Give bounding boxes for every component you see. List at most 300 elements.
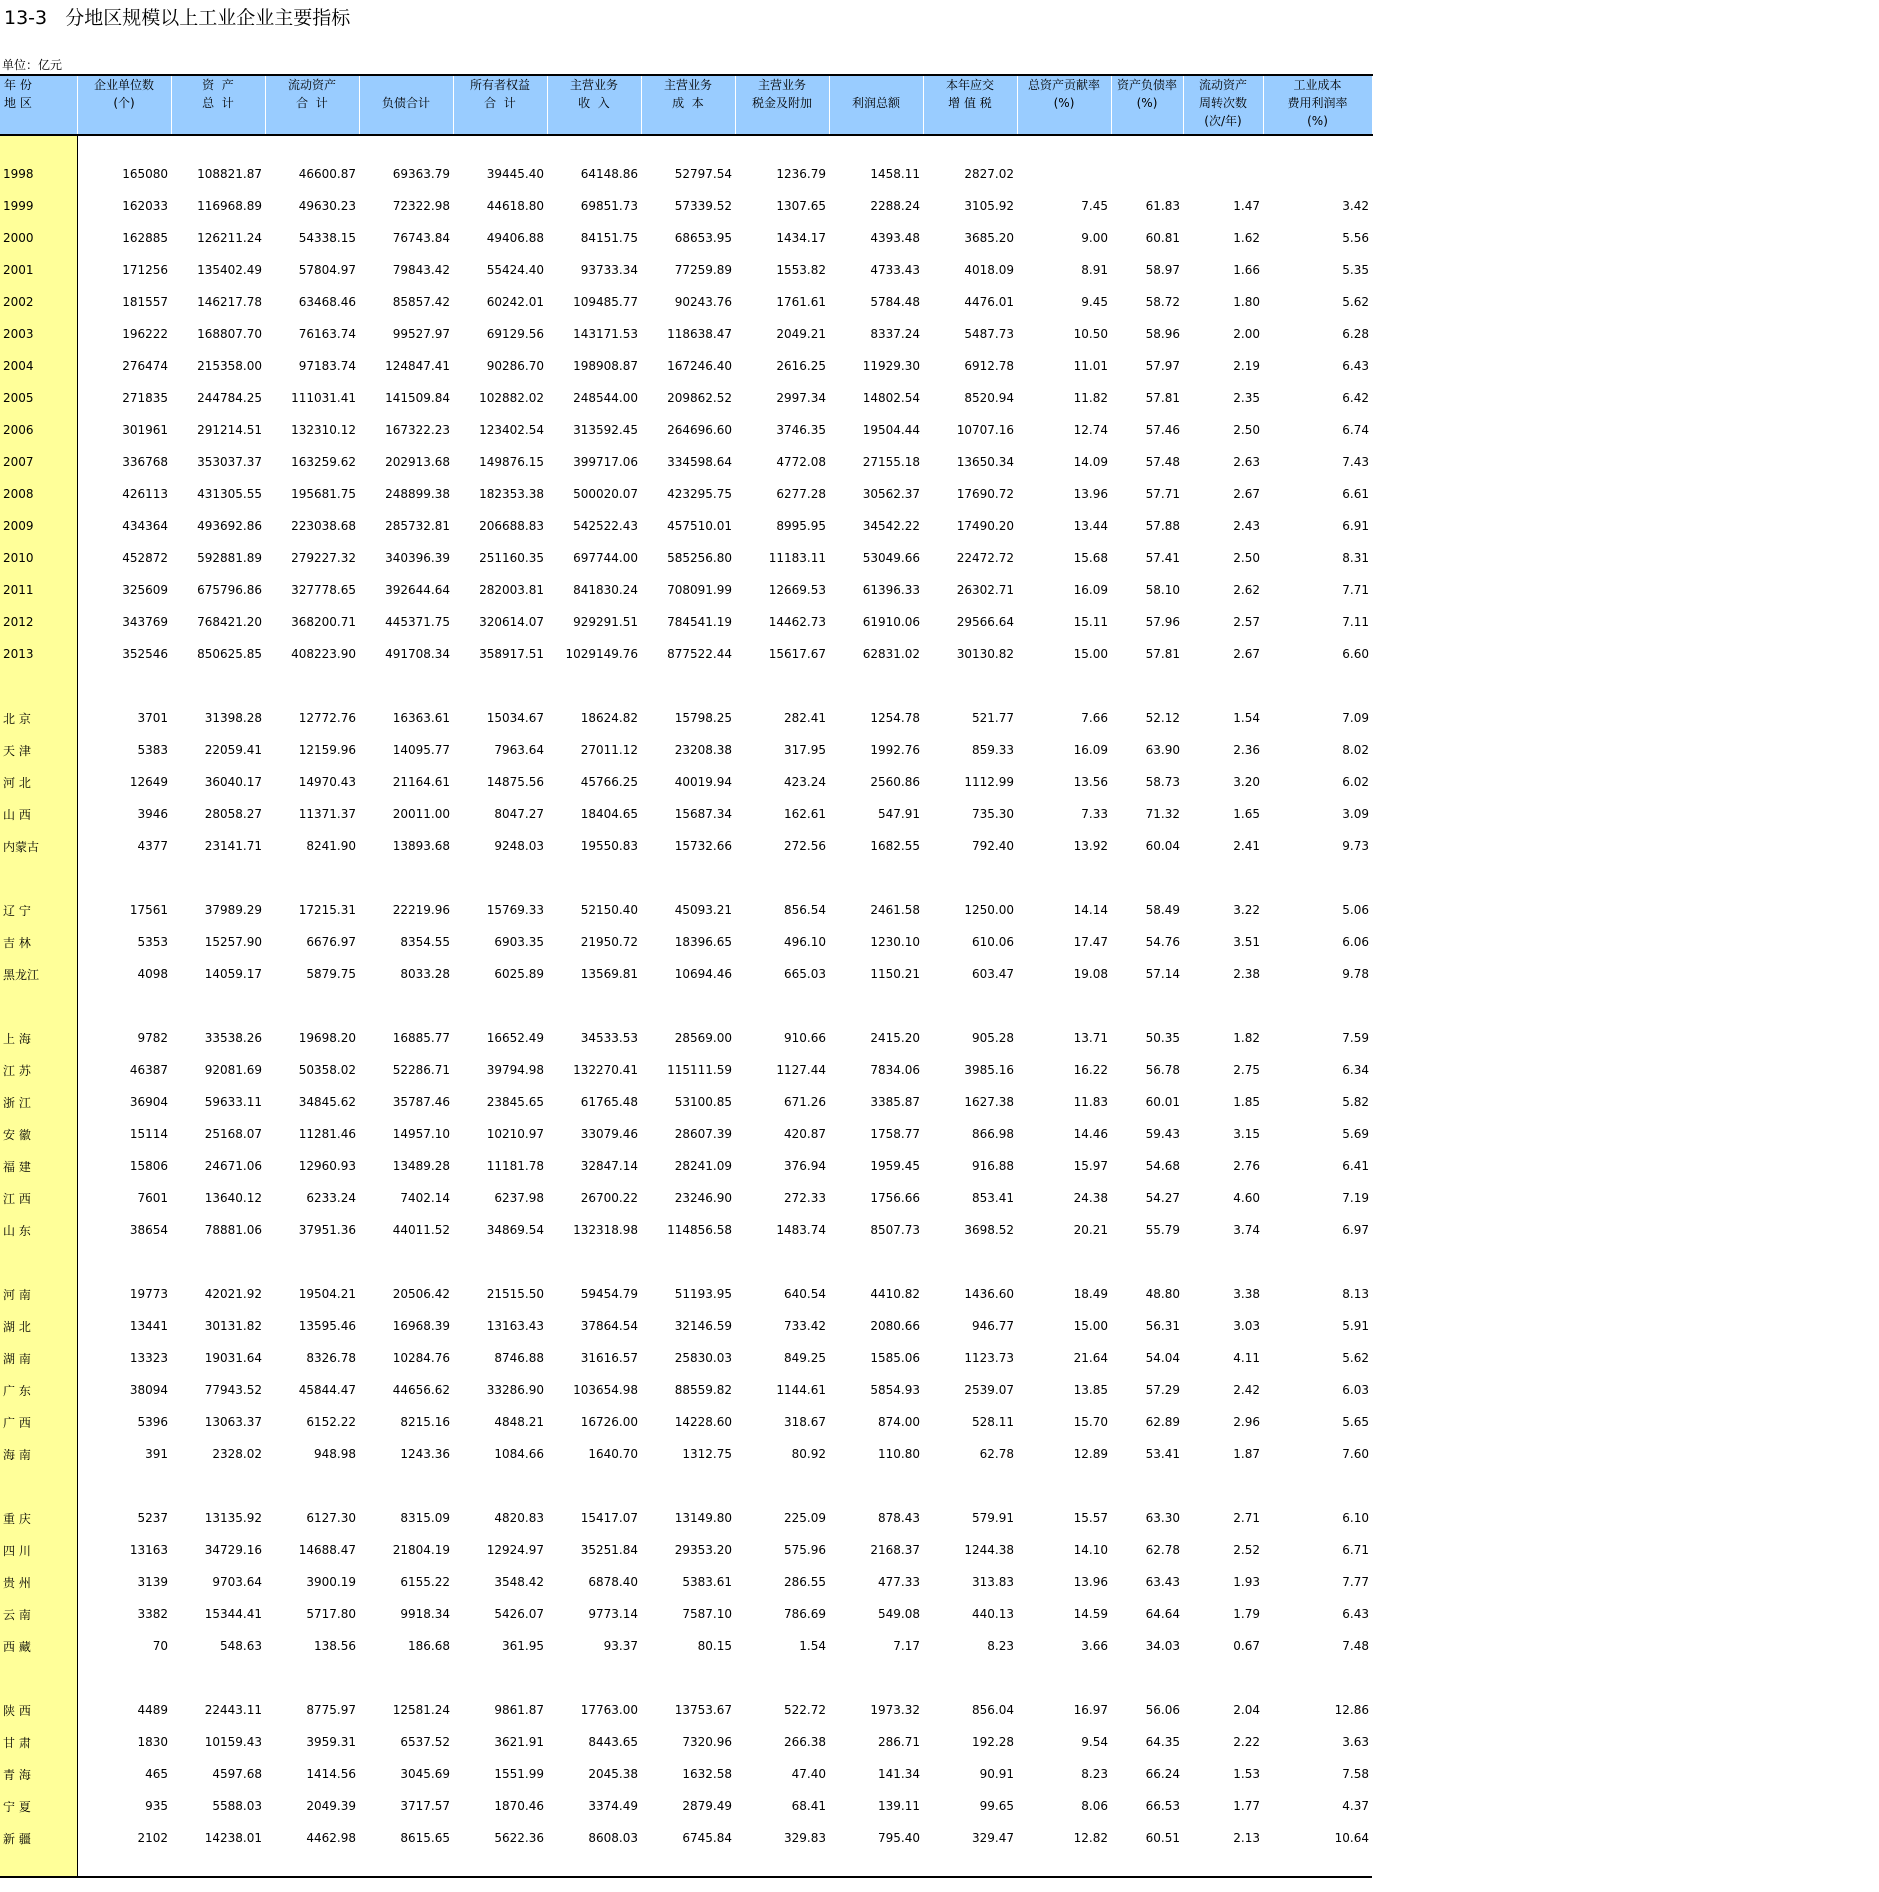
table-cell: 64.64 (1145, 1607, 1180, 1621)
row-label: 云 南 (0, 1598, 77, 1630)
table-cell: 44618.80 (486, 199, 544, 213)
row-label: 2010 (0, 542, 77, 574)
table-cell: 2288.24 (870, 199, 920, 213)
data-sheet (0, 74, 1373, 1878)
table-cell: 6.61 (1342, 487, 1369, 501)
table-cell: 46600.87 (298, 167, 356, 181)
row-label: 吉 林 (0, 926, 77, 958)
table-cell: 162033 (122, 199, 168, 213)
table-cell: 62.89 (1145, 1415, 1180, 1429)
row-label: 1999 (0, 190, 77, 222)
table-cell: 28569.00 (674, 1031, 732, 1045)
table-cell: 22443.11 (204, 1703, 262, 1717)
table-cell: 93.37 (603, 1639, 638, 1653)
table-cell: 116968.89 (197, 199, 262, 213)
table-cell: 874.00 (878, 1415, 920, 1429)
table-cell: 8354.55 (400, 935, 450, 949)
table-cell: 1640.70 (588, 1447, 638, 1461)
page-title: 13-3 分地区规模以上工业企业主要指标 (4, 7, 351, 29)
table-cell: 272.56 (784, 839, 826, 853)
table-cell: 325609 (122, 583, 168, 597)
table-cell: 15769.33 (486, 903, 544, 917)
table-cell: 109485.77 (573, 295, 638, 309)
table-cell: 2049.39 (306, 1799, 356, 1813)
table-cell: 111031.41 (291, 391, 356, 405)
table-row (0, 1374, 1372, 1406)
column-header: 流动资产 周转次数 (次/年) (1183, 75, 1263, 135)
row-label: 安 徽 (0, 1118, 77, 1150)
table-cell: 11371.37 (298, 807, 356, 821)
table-cell: 2.63 (1233, 455, 1260, 469)
table-cell: 149876.15 (479, 455, 544, 469)
table-cell: 2.41 (1233, 839, 1260, 853)
table-cell: 445371.75 (385, 615, 450, 629)
table-cell: 85857.42 (392, 295, 450, 309)
table-cell: 465 (145, 1767, 168, 1781)
table-cell: 9.78 (1342, 967, 1369, 981)
table-cell: 141509.84 (385, 391, 450, 405)
table-row (0, 1182, 1372, 1214)
table-cell: 4848.21 (494, 1415, 544, 1429)
table-cell: 35251.84 (580, 1543, 638, 1557)
table-cell: 31616.57 (580, 1351, 638, 1365)
table-cell: 1.85 (1233, 1095, 1260, 1109)
table-cell: 53.41 (1145, 1447, 1180, 1461)
table-cell: 25830.03 (674, 1351, 732, 1365)
table-cell: 1307.65 (776, 199, 826, 213)
table-cell: 14688.47 (298, 1543, 356, 1557)
table-cell: 19773 (129, 1287, 168, 1301)
table-cell: 4377 (137, 839, 168, 853)
table-cell: 248899.38 (385, 487, 450, 501)
table-cell: 72322.98 (392, 199, 450, 213)
table-cell: 272.33 (784, 1191, 826, 1205)
table-cell: 248544.00 (573, 391, 638, 405)
row-label: 内蒙古 (0, 830, 77, 862)
table-cell: 55424.40 (486, 263, 544, 277)
table-cell: 7.45 (1081, 199, 1108, 213)
table-cell: 195681.75 (291, 487, 356, 501)
table-cell: 2.36 (1233, 743, 1260, 757)
table-cell: 3621.91 (494, 1735, 544, 1749)
table-cell: 16652.49 (486, 1031, 544, 1045)
table-cell: 76743.84 (392, 231, 450, 245)
table-cell: 2.43 (1233, 519, 1260, 533)
table-cell: 6.60 (1342, 647, 1369, 661)
table-cell: 28058.27 (204, 807, 262, 821)
table-cell: 6025.89 (494, 967, 544, 981)
table-cell: 575.96 (784, 1543, 826, 1557)
table-row (0, 510, 1372, 542)
table-cell: 2102 (137, 1831, 168, 1845)
table-cell: 420.87 (784, 1127, 826, 1141)
table-cell: 2827.02 (964, 167, 1014, 181)
row-label: 上 海 (0, 1022, 77, 1054)
table-cell: 18.49 (1073, 1287, 1108, 1301)
table-cell: 57.71 (1145, 487, 1180, 501)
table-cell: 39794.98 (486, 1063, 544, 1077)
table-cell: 1236.79 (776, 167, 826, 181)
table-cell: 9248.03 (494, 839, 544, 853)
table-cell: 4.37 (1342, 1799, 1369, 1813)
table-cell: 7.11 (1342, 615, 1369, 629)
table-cell: 15.00 (1073, 1319, 1108, 1333)
table-cell: 2879.49 (682, 1799, 732, 1813)
table-cell: 1112.99 (964, 775, 1014, 789)
table-cell: 12.86 (1334, 1703, 1369, 1717)
table-cell: 13.92 (1073, 839, 1108, 853)
table-cell: 15257.90 (204, 935, 262, 949)
table-cell: 27011.12 (580, 743, 638, 757)
table-cell: 408223.90 (291, 647, 356, 661)
table-cell: 13.56 (1073, 775, 1108, 789)
table-cell: 13063.37 (204, 1415, 262, 1429)
table-cell: 215358.00 (197, 359, 262, 373)
table-cell: 276474 (122, 359, 168, 373)
column-header: 主营业务 收 入 (547, 75, 641, 135)
table-cell: 7.58 (1342, 1767, 1369, 1781)
table-cell: 33538.26 (204, 1031, 262, 1045)
table-cell: 19698.20 (298, 1031, 356, 1045)
table-cell: 8315.09 (400, 1511, 450, 1525)
table-cell: 7.60 (1342, 1447, 1369, 1461)
table-cell: 80.15 (697, 1639, 732, 1653)
table-cell: 3.20 (1233, 775, 1260, 789)
table-cell: 124847.41 (385, 359, 450, 373)
row-label: 2011 (0, 574, 77, 606)
table-cell: 8.02 (1342, 743, 1369, 757)
row-label: 2009 (0, 510, 77, 542)
table-cell: 6277.28 (776, 487, 826, 501)
table-cell: 318.67 (784, 1415, 826, 1429)
table-cell: 16885.77 (392, 1031, 450, 1045)
column-header: 主营业务 成 本 (641, 75, 735, 135)
table-cell: 271835 (122, 391, 168, 405)
table-cell: 15344.41 (204, 1607, 262, 1621)
table-cell: 3.22 (1233, 903, 1260, 917)
table-cell: 329.47 (972, 1831, 1014, 1845)
table-cell: 12649 (129, 775, 168, 789)
table-cell: 192.28 (972, 1735, 1014, 1749)
table-cell (1263, 158, 1372, 190)
table-cell: 426113 (122, 487, 168, 501)
table-cell: 11281.46 (298, 1127, 356, 1141)
table-cell: 47.40 (791, 1767, 826, 1781)
table-row (0, 1054, 1372, 1086)
table-cell: 8.13 (1342, 1287, 1369, 1301)
table-cell: 92081.69 (204, 1063, 262, 1077)
table-cell: 13753.67 (674, 1703, 732, 1717)
table-cell: 8337.24 (870, 327, 920, 341)
table-cell: 6.74 (1342, 423, 1369, 437)
table-cell: 4098 (137, 967, 168, 981)
table-cell: 66.24 (1145, 1767, 1180, 1781)
row-label: 1998 (0, 158, 77, 190)
table-cell: 93733.34 (580, 263, 638, 277)
table-cell: 5396 (137, 1415, 168, 1429)
table-cell: 15732.66 (674, 839, 732, 853)
table-cell: 1627.38 (964, 1095, 1014, 1109)
table-cell: 8608.03 (588, 1831, 638, 1845)
table-cell: 57.41 (1145, 551, 1180, 565)
table-cell: 15806 (129, 1159, 168, 1173)
table-cell: 13650.34 (956, 455, 1014, 469)
table-cell: 1992.76 (870, 743, 920, 757)
table-cell: 6127.30 (306, 1511, 356, 1525)
table-cell: 2997.34 (776, 391, 826, 405)
spacer-row (0, 670, 1372, 702)
table-cell: 916.88 (972, 1159, 1014, 1173)
table-cell: 33079.46 (580, 1127, 638, 1141)
table-cell: 329.83 (784, 1831, 826, 1845)
table-cell: 15.11 (1073, 615, 1108, 629)
table-cell: 14059.17 (204, 967, 262, 981)
table-cell: 1959.45 (870, 1159, 920, 1173)
table-cell: 167246.40 (667, 359, 732, 373)
row-label: 青 海 (0, 1758, 77, 1790)
table-cell: 2.75 (1233, 1063, 1260, 1077)
table-cell: 2.67 (1233, 487, 1260, 501)
table-cell: 103654.98 (573, 1383, 638, 1397)
table-cell: 57.88 (1145, 519, 1180, 533)
table-cell: 165080 (122, 167, 168, 181)
table-cell: 13323 (129, 1351, 168, 1365)
table-row (0, 1598, 1372, 1630)
table-cell: 3.38 (1233, 1287, 1260, 1301)
table-cell: 23141.71 (204, 839, 262, 853)
table-cell: 17215.31 (298, 903, 356, 917)
table-cell: 7.33 (1081, 807, 1108, 821)
table-cell: 291214.51 (197, 423, 262, 437)
table-cell: 2.38 (1233, 967, 1260, 981)
table-cell: 138.56 (314, 1639, 356, 1653)
table-cell: 935 (145, 1799, 168, 1813)
table-cell: 279227.32 (291, 551, 356, 565)
table-cell: 334598.64 (667, 455, 732, 469)
table-cell: 12960.93 (298, 1159, 356, 1173)
table-cell: 392644.64 (385, 583, 450, 597)
table-cell: 786.69 (784, 1607, 826, 1621)
table-row (0, 926, 1372, 958)
table-cell: 15.97 (1073, 1159, 1108, 1173)
table-cell: 5879.75 (306, 967, 356, 981)
table-cell: 2.67 (1233, 647, 1260, 661)
table-cell: 2.57 (1233, 615, 1260, 629)
table-cell: 61765.48 (580, 1095, 638, 1109)
table-cell: 244784.25 (197, 391, 262, 405)
table-row (0, 958, 1372, 990)
table-cell: 8047.27 (494, 807, 544, 821)
table-cell: 549.08 (878, 1607, 920, 1621)
table-cell: 795.40 (878, 1831, 920, 1845)
table-cell: 141.34 (878, 1767, 920, 1781)
table-cell: 97183.74 (298, 359, 356, 373)
table-row (0, 1214, 1372, 1246)
row-label: 2004 (0, 350, 77, 382)
table-cell: 2.04 (1233, 1703, 1260, 1717)
table-cell: 11181.78 (486, 1159, 544, 1173)
table-cell: 102882.02 (479, 391, 544, 405)
table-cell: 3374.49 (588, 1799, 638, 1813)
table-cell: 79843.42 (392, 263, 450, 277)
table-cell: 34869.54 (486, 1223, 544, 1237)
table-cell: 163259.62 (291, 455, 356, 469)
table-cell: 66.53 (1145, 1799, 1180, 1813)
table-row (0, 446, 1372, 478)
table-cell: 62.78 (1145, 1543, 1180, 1557)
table-cell: 37951.36 (298, 1223, 356, 1237)
row-label: 甘 肃 (0, 1726, 77, 1758)
table-cell: 36040.17 (204, 775, 262, 789)
table-cell: 64.35 (1145, 1735, 1180, 1749)
table-cell: 57.81 (1145, 391, 1180, 405)
column-header: 企业单位数 (个) (77, 75, 171, 135)
table-cell: 2.35 (1233, 391, 1260, 405)
table-cell: 3946 (137, 807, 168, 821)
table-cell: 18404.65 (580, 807, 638, 821)
table-cell: 2.50 (1233, 551, 1260, 565)
table-cell: 7.09 (1342, 711, 1369, 725)
table-cell: 26700.22 (580, 1191, 638, 1205)
table-cell: 24.38 (1073, 1191, 1108, 1205)
row-label: 江 苏 (0, 1054, 77, 1086)
table-cell: 671.26 (784, 1095, 826, 1109)
table-cell: 853.41 (972, 1191, 1014, 1205)
table-cell: 50.35 (1145, 1031, 1180, 1045)
table-cell: 84151.75 (580, 231, 638, 245)
table-cell: 13163 (129, 1543, 168, 1557)
table-cell: 2.52 (1233, 1543, 1260, 1557)
table-cell: 423295.75 (667, 487, 732, 501)
table-cell: 2045.38 (588, 1767, 638, 1781)
table-cell: 132318.98 (573, 1223, 638, 1237)
table-cell: 6537.52 (400, 1735, 450, 1749)
table-cell: 9861.87 (494, 1703, 544, 1717)
table-cell: 182353.38 (479, 487, 544, 501)
table-row (0, 542, 1372, 574)
table-cell: 61910.06 (862, 615, 920, 629)
table-cell: 45093.21 (674, 903, 732, 917)
table-cell: 1243.36 (400, 1447, 450, 1461)
table-body (0, 135, 1372, 1877)
table-cell: 5.56 (1342, 231, 1369, 245)
table-cell: 2.71 (1233, 1511, 1260, 1525)
table-cell: 14802.54 (862, 391, 920, 405)
table-row (0, 1118, 1372, 1150)
table-cell: 2328.02 (212, 1447, 262, 1461)
table-cell: 36904 (129, 1095, 168, 1109)
table-cell: 27155.18 (862, 455, 920, 469)
table-cell: 12669.53 (768, 583, 826, 597)
table-row (0, 1502, 1372, 1534)
table-cell: 3.15 (1233, 1127, 1260, 1141)
table-cell: 50358.02 (298, 1063, 356, 1077)
table-row (0, 1150, 1372, 1182)
column-header: 所有者权益 合 计 (453, 75, 547, 135)
table-cell: 391 (145, 1447, 168, 1461)
table-row (0, 254, 1372, 286)
table-cell: 16968.39 (392, 1319, 450, 1333)
table-cell: 7.43 (1342, 455, 1369, 469)
table-cell: 2.00 (1233, 327, 1260, 341)
table-row (0, 1310, 1372, 1342)
table-cell: 946.77 (972, 1319, 1014, 1333)
table-cell: 22472.72 (956, 551, 1014, 565)
row-label: 浙 江 (0, 1086, 77, 1118)
table-cell: 54.04 (1145, 1351, 1180, 1365)
table-cell: 58.10 (1145, 583, 1180, 597)
table-cell: 16726.00 (580, 1415, 638, 1429)
table-row (0, 1438, 1372, 1470)
table-cell: 3985.16 (964, 1063, 1014, 1077)
table-cell: 162.61 (784, 807, 826, 821)
row-label: 湖 北 (0, 1310, 77, 1342)
table-cell: 56.78 (1145, 1063, 1180, 1077)
table-cell: 54.76 (1145, 935, 1180, 949)
table-cell: 13640.12 (204, 1191, 262, 1205)
table-cell: 78881.06 (204, 1223, 262, 1237)
table-cell: 21804.19 (392, 1543, 450, 1557)
table-row (0, 1342, 1372, 1374)
table-cell: 16.09 (1073, 743, 1108, 757)
table-cell: 1.54 (799, 1639, 826, 1653)
table-cell: 14.14 (1073, 903, 1108, 917)
table-cell: 19.08 (1073, 967, 1108, 981)
table-cell: 1.53 (1233, 1767, 1260, 1781)
table-cell: 12.89 (1073, 1447, 1108, 1461)
table-row (0, 478, 1372, 510)
table-cell: 9773.14 (588, 1607, 638, 1621)
table-cell: 52286.71 (392, 1063, 450, 1077)
table-row (0, 830, 1372, 862)
table-cell: 4476.01 (964, 295, 1014, 309)
table-cell: 167322.23 (385, 423, 450, 437)
table-cell: 301961 (122, 423, 168, 437)
table-cell: 13163.43 (486, 1319, 544, 1333)
row-label: 宁 夏 (0, 1790, 77, 1822)
table-cell: 5487.73 (964, 327, 1014, 341)
column-header: 总资产贡献率 (%) (1017, 75, 1111, 135)
table-cell: 17763.00 (580, 1703, 638, 1717)
table-cell: 6878.40 (588, 1575, 638, 1589)
table-row (0, 350, 1372, 382)
row-label: 西 藏 (0, 1630, 77, 1662)
table-cell: 60242.01 (486, 295, 544, 309)
table-cell: 7402.14 (400, 1191, 450, 1205)
table-cell: 3959.31 (306, 1735, 356, 1749)
table-cell: 4018.09 (964, 263, 1014, 277)
table-cell: 38654 (129, 1223, 168, 1237)
table-row (0, 702, 1372, 734)
table-cell: 34533.53 (580, 1031, 638, 1045)
table-cell: 69129.56 (486, 327, 544, 341)
table-cell: 45766.25 (580, 775, 638, 789)
table-cell: 25168.07 (204, 1127, 262, 1141)
table-cell: 496.10 (784, 935, 826, 949)
table-cell: 37864.54 (580, 1319, 638, 1333)
table-cell: 1632.58 (682, 1767, 732, 1781)
table-cell: 57.96 (1145, 615, 1180, 629)
table-cell: 8507.73 (870, 1223, 920, 1237)
table-cell: 4733.43 (870, 263, 920, 277)
table-cell: 196222 (122, 327, 168, 341)
table-cell: 15114 (129, 1127, 168, 1141)
table-cell: 22219.96 (392, 903, 450, 917)
table-cell: 849.25 (784, 1351, 826, 1365)
table-cell: 1.87 (1233, 1447, 1260, 1461)
table-cell: 135402.49 (197, 263, 262, 277)
table-row (0, 1022, 1372, 1054)
